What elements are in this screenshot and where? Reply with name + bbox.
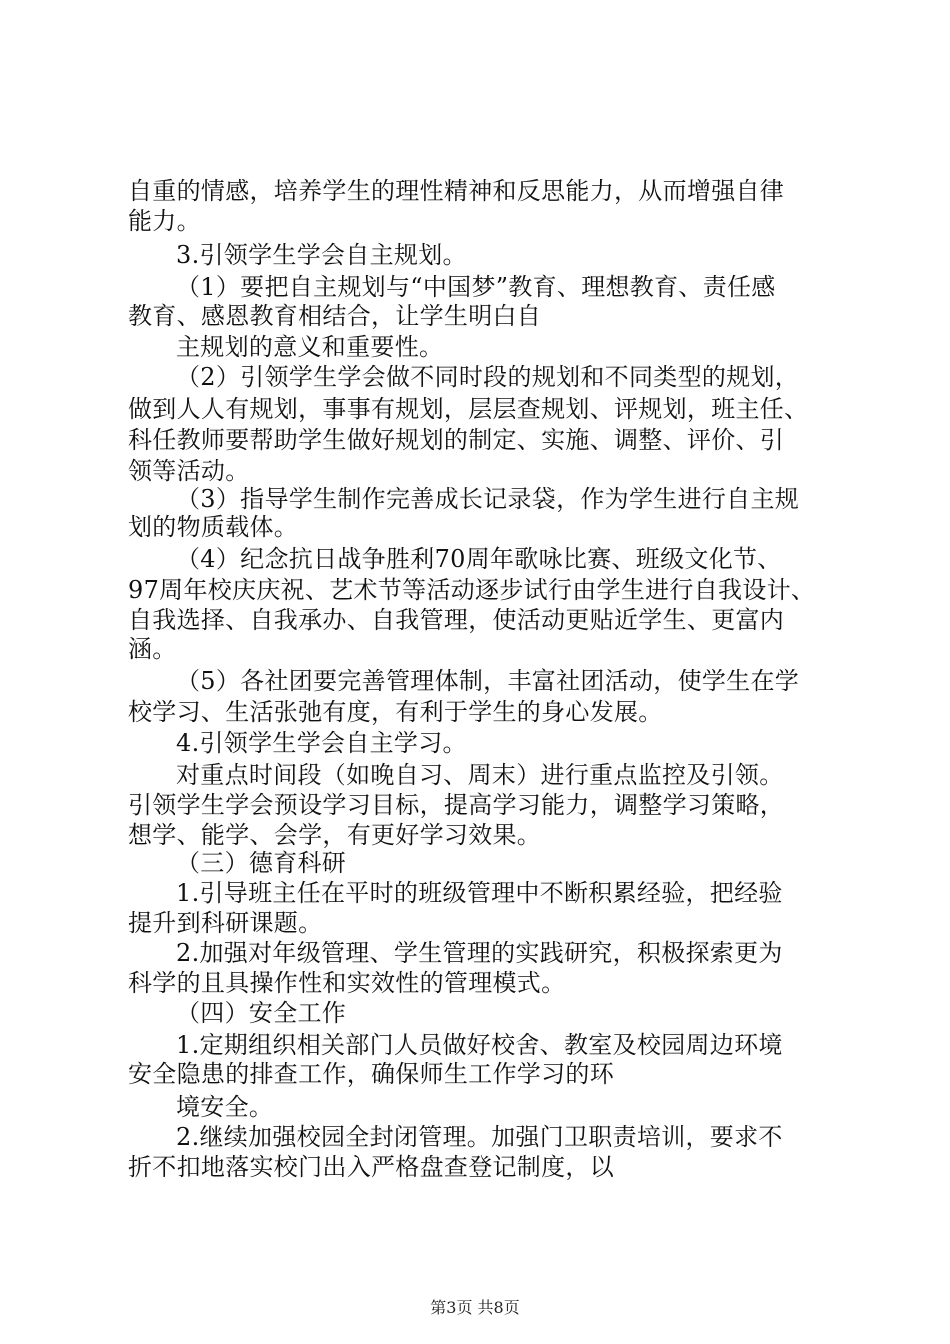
text-line: 对重点时间段（如晚自习、周末）进行重点监控及引领。 — [176, 761, 784, 789]
text-line: （2）引领学生学会做不同时段的规划和不同类型的规划， — [176, 363, 800, 391]
text-line: 涵。 — [128, 635, 177, 663]
text-line: 97周年校庆庆祝、艺术节等活动逐步试行由学生进行自我设计、 — [128, 576, 816, 604]
text-line: 能力。 — [128, 207, 201, 235]
text-line: （4）纪念抗日战争胜利70周年歌咏比赛、班级文化节、 — [176, 545, 782, 573]
text-line: 2.加强对年级管理、学生管理的实践研究，积极探索更为 — [176, 939, 783, 967]
text-line: （3）指导学生制作完善成长记录袋，作为学生进行自主规 — [176, 485, 800, 513]
text-line: 科任教师要帮助学生做好规划的制定、实施、调整、评价、引 — [128, 426, 785, 454]
page-number-footer: 第3页 共8页 — [430, 1298, 520, 1317]
text-line: 1.引导班主任在平时的班级管理中不断积累经验，把经验 — [176, 879, 783, 907]
text-line: 划的物质载体。 — [128, 513, 299, 541]
text-line: 1.定期组织相关部门人员做好校舍、教室及校园周边环境 — [176, 1031, 783, 1059]
text-line: 科学的且具操作性和实效性的管理模式。 — [128, 969, 566, 997]
text-line: 自重的情感，培养学生的理性精神和反思能力，从而增强自律 — [128, 177, 785, 205]
text-line: 做到人人有规划，事事有规划，层层查规划、评规划，班主任、 — [128, 395, 809, 423]
text-line: 折不扣地落实校门出入严格盘查登记制度，以 — [128, 1153, 614, 1181]
text-line: 安全隐患的排查工作，确保师生工作学习的环 — [128, 1060, 614, 1088]
text-line: 领等活动。 — [128, 457, 250, 485]
text-line: （1）要把自主规划与“中国梦”教育、理想教育、责任感 — [176, 273, 776, 301]
section-heading: 3.引领学生学会自主规划。 — [176, 241, 467, 269]
text-line: 境安全。 — [176, 1093, 274, 1121]
text-line: 引领学生学会预设学习目标，提高学习能力，调整学习策略， — [128, 791, 785, 819]
text-line: 提升到科研课题。 — [128, 909, 323, 937]
text-line: 自我选择、自我承办、自我管理，使活动更贴近学生、更富内 — [128, 606, 785, 634]
text-line: 校学习、生活张弛有度，有利于学生的身心发展。 — [128, 698, 663, 726]
text-line: 想学、能学、会学，有更好学习效果。 — [128, 821, 542, 849]
section-heading: （三）德育科研 — [176, 849, 347, 877]
section-heading: 4.引领学生学会自主学习。 — [176, 729, 467, 757]
section-heading: （四）安全工作 — [176, 999, 347, 1027]
text-line: 教育、感恩教育相结合，让学生明白自 — [128, 302, 542, 330]
text-line: 2.继续加强校园全封闭管理。加强门卫职责培训，要求不 — [176, 1123, 783, 1151]
text-line: 主规划的意义和重要性。 — [176, 333, 444, 361]
text-line: （5）各社团要完善管理体制，丰富社团活动，使学生在学 — [176, 667, 800, 695]
